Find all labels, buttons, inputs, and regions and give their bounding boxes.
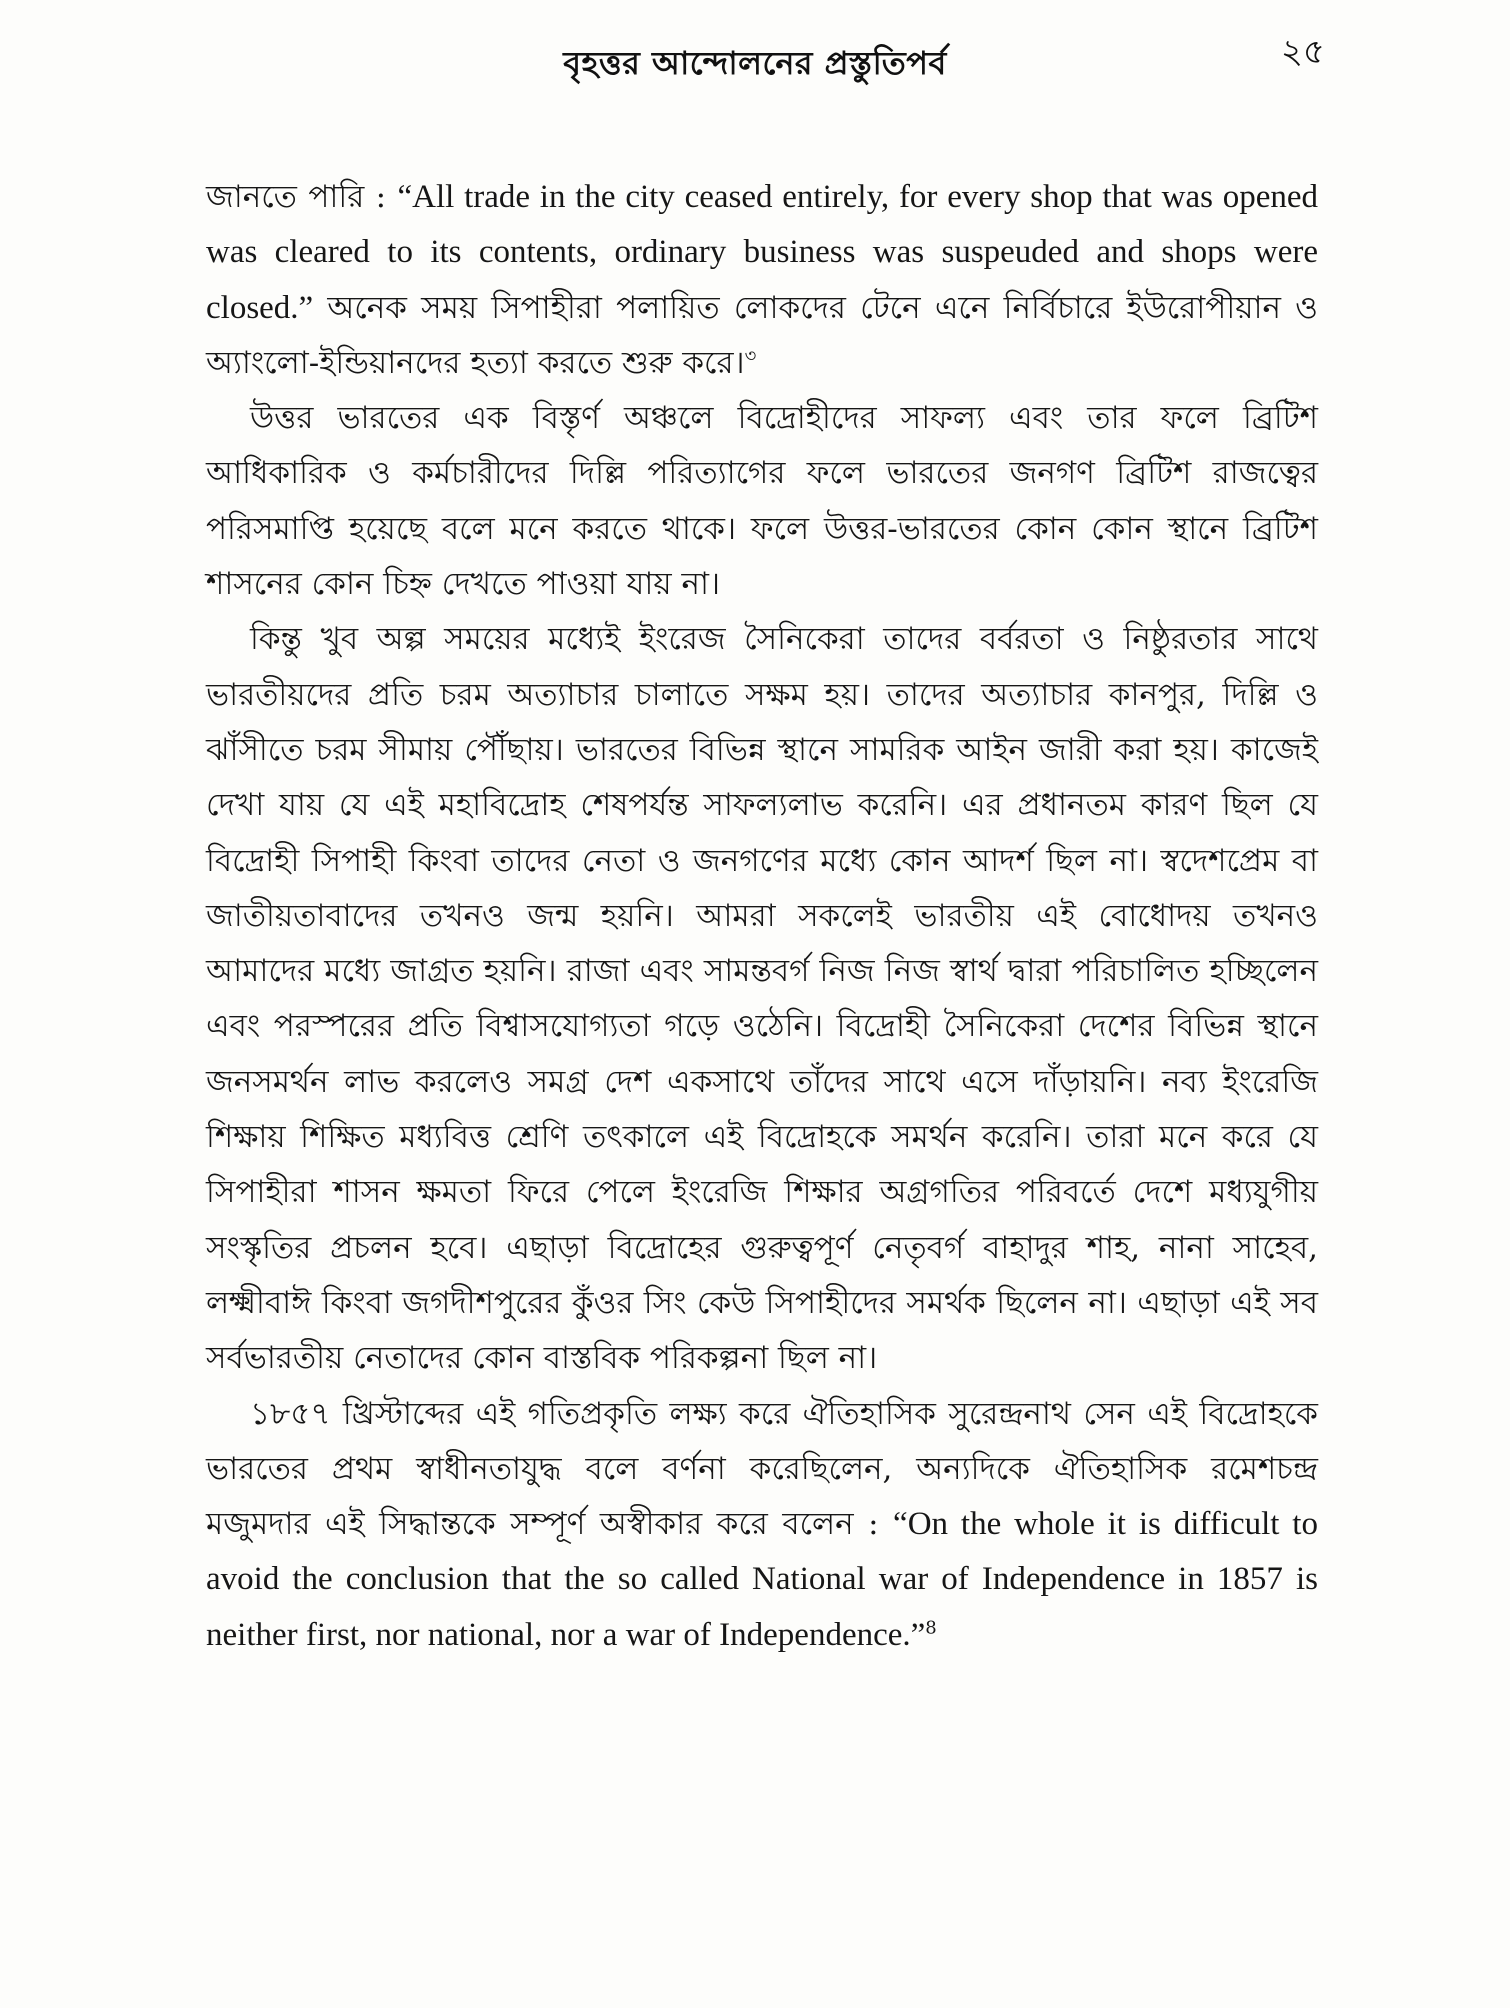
body-text — [206, 170, 1318, 1663]
paragraph-4-text: ১৮৫৭ খ্রিস্টাব্দের এই গতিপ্রকৃতি লক্ষ্য করে ঐতিহাসিক সুরেন্দ্রনাথ সেন এই বিদ্রোহকে ভারতের প্রথম স্বাধীনতাযুদ্ধ বলে বর্ণনা করেছিলেন, অন্যদিকে ঐতিহাসিক রমেশচন্দ্র মজুমদার এই সিদ্ধান্তকে সম্পূর্ণ অস্বীকার করে বলেন : — [206, 1395, 1318, 1543]
paragraph-1 — [206, 170, 1318, 391]
paragraph-4 — [206, 1387, 1318, 1663]
paragraph-2 — [206, 391, 1318, 612]
footnote-ref-8[interactable]: 8 — [925, 1617, 937, 1639]
paragraph-3 — [206, 612, 1318, 1386]
running-title: বৃহত্তর আন্দোলনের প্রস্তুতিপর্ব — [563, 44, 947, 82]
paragraph-3-text: কিন্তু খুব অল্প সময়ের মধ্যেই ইংরেজ সৈনিকেরা তাদের বর্বরতা ও নিষ্ঠুরতার সাথে ভারতীয়দের প্রতি চরম অত্যাচার চালাতে সক্ষম হয়। তাদের অত্যাচার কানপুর, দিল্লি ও ঝাঁসীতে চরম সীমায় পৌঁছায়। ভারতের বিভিন্ন স্থানে সামরিক আইন জারী করা হয়। কাজেই দেখা যায় যে এই মহাবিদ্রোহ শেষপর্যন্ত সাফল্যলাভ করেনি। এর প্রধানতম কারণ ছিল যে বিদ্রোহী সিপাহী কিংবা তাদের নেতা ও জনগণের মধ্যে কোন আদর্শ ছিল না। স্বদেশপ্রেম বা জাতীয়তাবাদের তখনও জন্ম হয়নি। আমরা সকলেই ভারতীয় এই বোধোদয় তখনও আমাদের মধ্যে জাগ্রত হয়নি। রাজা এবং সামন্তবর্গ নিজ নিজ স্বার্থ দ্বারা পরিচালিত হচ্ছিলেন এবং পরস্পরের প্রতি বিশ্বাসযোগ্যতা গড়ে ওঠেনি। বিদ্রোহী সৈনিকেরা দেশের বিভিন্ন স্থানে জনসমর্থন লাভ করলেও সমগ্র দেশ একসাথে তাঁদের সাথে এসে দাঁড়ায়নি। নব্য ইংরেজি শিক্ষায় শিক্ষিত মধ্যবিত্ত শ্রেণি তৎকালে এই বিদ্রোহকে সমর্থন করেনি। তারা মনে করে যে সিপাহীরা শাসন ক্ষমতা ফিরে পেলে ইংরেজি শিক্ষার অগ্রগতির পরিবর্তে দেশে মধ্যযুগীয় সংস্কৃতির প্রচলন হবে। এছাড়া বিদ্রোহের গুরুত্বপূর্ণ নেতৃবর্গ বাহাদুর শাহ, নানা সাহেব, লক্ষ্মীবাঈ কিংবা জগদীশপুরের কুঁওর সিং কেউ সিপাহীদের সমর্থক ছিলেন না। এছাড়া এই সব সর্বভারতীয় নেতাদের কোন বাস্তবিক পরিকল্পনা ছিল না। — [206, 621, 1318, 1377]
paragraph-4-quote: “On the whole it is difficult to avoid the conclusion that the so called National war of Independence in 1857 is neither first, nor national, nor a war of Independence.” — [206, 1506, 1318, 1653]
paragraph-1-text-2: অনেক সময় সিপাহীরা পলায়িত লোকদের টেনে এনে নির্বিচারে ইউরোপীয়ান ও অ্যাংলো-ইন্ডিয়ানদের হত্যা করতে শুরু করে। — [206, 289, 1318, 381]
paragraph-1-quote: “All trade in the city ceased entirely, for every shop that was opened was cleared to its contents, ordinary business was suspeuded and shops were closed.” — [206, 179, 1319, 326]
paragraph-2-text: উত্তর ভারতের এক বিস্তৃর্ণ অঞ্চলে বিদ্রোহীদের সাফল্য এবং তার ফলে ব্রিটিশ আধিকারিক ও কর্মচারীদের দিল্লি পরিত্যাগের ফলে ভারতের জনগণ ব্রিটিশ রাজত্বের পরিসমাপ্তি হয়েছে বলে মনে করতে থাকে। ফলে উত্তর-ভারতের কোন কোন স্থানে ব্রিটিশ শাসনের কোন চিহ্ন দেখতে পাওয়া যায় না। — [206, 400, 1318, 603]
footnote-ref-3[interactable]: ৩ — [744, 345, 757, 367]
page-number: ২৫ — [1280, 32, 1325, 72]
paragraph-1-text-1: জানতে পারি : — [206, 179, 398, 215]
